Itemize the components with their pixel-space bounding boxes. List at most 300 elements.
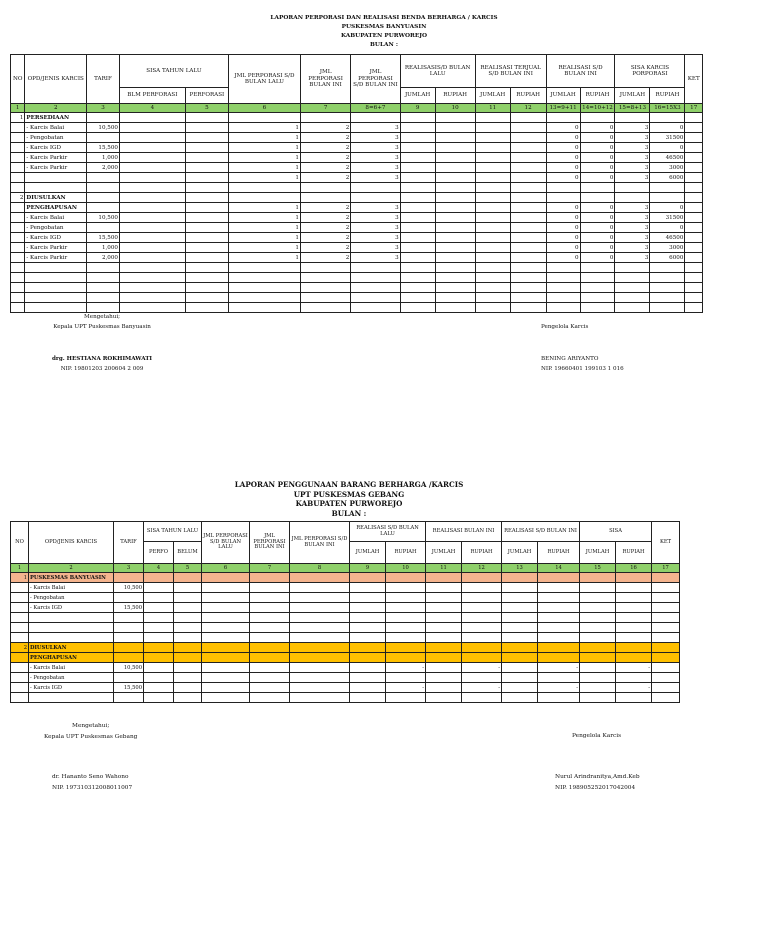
row-jml-sd-lalu [228,303,300,313]
row-no [11,583,29,593]
row-real-jumlah [546,283,580,293]
col-rupiah: RUPIAH [650,88,685,104]
index-cell: 1 [11,564,29,573]
row-no [11,633,29,643]
row-blm-perforasi [119,303,185,313]
table-row [11,573,680,583]
row-cell [580,613,616,623]
index-cell: 13 [502,564,538,573]
row-tarif [87,183,120,193]
row-sisa-rupiah: 3000 [650,243,685,253]
row-realisasi [510,193,546,203]
row-name: DIUSULKAN [25,193,87,203]
row-cell [202,633,250,643]
row-no [11,203,25,213]
row-cell [426,603,462,613]
row-jml-ini [300,283,350,293]
row-cell [290,683,350,693]
row-ket [652,673,680,683]
row-jml-sd-lalu [228,263,300,273]
row-cell [174,643,202,653]
row-sisa-rupiah [616,693,652,703]
row-jml-sd-ini [351,113,400,123]
index-cell: 3 [87,104,120,113]
row-jml-ini: 2 [300,223,350,233]
row-cell [426,663,462,673]
row-cell [580,663,616,673]
row-ket [685,303,703,313]
row-sisa-rupiah [650,283,685,293]
row-realisasi [510,233,546,243]
row-name: PENGHAPUSAN [29,653,114,663]
row-tarif: 1,000 [87,153,120,163]
row-tarif [114,623,144,633]
row-name: - Karcis Balai [29,583,114,593]
row-real-sd-ini-rupiah [538,643,580,653]
row-jml-sd-lalu [228,113,300,123]
row-cell [202,583,250,593]
row-blm-perforasi [119,133,185,143]
row-perforasi [185,293,228,303]
row-cell [426,583,462,593]
row-real-sd-lalu-rupiah [386,573,426,583]
row-realisasi [510,133,546,143]
col-jml-sd-lalu: JML PERPORASI S/D BULAN LALU [202,522,250,564]
row-jml-ini: 2 [300,163,350,173]
col-opd: OPD/JENIS KARCIS [29,522,114,564]
index-cell: 10 [435,104,475,113]
row-ket [652,623,680,633]
row-sisa-rupiah [616,573,652,583]
row-realisasi [400,283,435,293]
row-jml-sd-ini [351,193,400,203]
col-jumlah: JUMLAH [580,542,616,564]
sign-left-line1: Mengetahui; [84,314,121,320]
row-name: PERSEDIAAN [25,113,87,123]
col-perforasi: PERFORASI [185,88,228,104]
row-jml-sd-ini: 3 [351,163,400,173]
row-jml-ini: 2 [300,153,350,163]
table-row [11,133,703,143]
row-name [25,173,87,183]
row-real-rupiah: 0 [580,153,615,163]
row-tarif [87,173,120,183]
row-cell [350,653,386,663]
row-realisasi [435,173,475,183]
report1-month: BULAN : [370,42,398,48]
row-cell [502,573,538,583]
row-cell [250,653,290,663]
row-sisa-rupiah: 31500 [650,133,685,143]
index-cell: 6 [202,564,250,573]
row-name [29,613,114,623]
table-row [11,303,703,313]
row-name [25,273,87,283]
row-cell [580,583,616,593]
row-realisasi [510,113,546,123]
row-realisasi [475,303,510,313]
col-rupiah: RUPIAH [538,542,580,564]
row-cell [580,573,616,583]
row-realisasi [400,223,435,233]
col-jumlah: JUMLAH [475,88,510,104]
row-sisa-rupiah [616,643,652,653]
row-jml-sd-lalu: 1 [228,123,300,133]
row-name: PUSKESMAS BANYUASIN [29,573,114,583]
row-tarif [87,223,120,233]
row-real-rupiah: 0 [580,223,615,233]
report2-table [10,521,680,703]
row-name: - Pengobatan [29,673,114,683]
row-cell [502,623,538,633]
row-real-sd-lalu-rupiah [386,603,426,613]
row-tarif: 2,000 [87,163,120,173]
row-realisasi [510,283,546,293]
index-cell: 9 [350,564,386,573]
row-cell [502,673,538,683]
row-tarif [87,303,120,313]
row-real-jumlah [546,293,580,303]
row-real-ini-rupiah [462,613,502,623]
row-realisasi [475,293,510,303]
row-ket [685,283,703,293]
row-cell [250,663,290,673]
row-realisasi [475,263,510,273]
row-real-sd-ini-rupiah [538,673,580,683]
row-sisa-rupiah [616,583,652,593]
row-cell [250,593,290,603]
row-blm-perforasi [119,233,185,243]
row-cell [250,683,290,693]
row-realisasi [435,213,475,223]
row-no [11,143,25,153]
report2-body [11,564,680,703]
row-no [11,243,25,253]
row-cell [250,573,290,583]
row-realisasi [435,143,475,153]
row-no [11,623,29,633]
col-jml-sd-ini: JML PERPORASI S/D BULAN INI [290,522,350,564]
row-tarif: 10,500 [87,123,120,133]
report2-title: LAPORAN PENGGUNAAN BARANG BERHARGA /KARCIS [234,480,464,489]
table-row [11,263,703,273]
row-cell [580,643,616,653]
row-tarif [87,283,120,293]
row-perforasi [185,113,228,123]
row-cell [202,613,250,623]
row-realisasi [475,283,510,293]
row-ket [685,273,703,283]
row-name: DIUSULKAN [29,643,114,653]
row-cell [174,613,202,623]
row-realisasi [400,213,435,223]
row-jml-sd-ini [351,293,400,303]
row-real-rupiah: 0 [580,213,615,223]
index-cell: 8 [290,564,350,573]
row-ket [685,133,703,143]
row-realisasi [510,183,546,193]
row-realisasi [400,253,435,263]
sign-left-line2: Kepala UPT Puskesmas Banyuasin [53,324,151,330]
row-cell [502,693,538,703]
index-cell: 14 [538,564,580,573]
row-sisa-rupiah [650,293,685,303]
row-realisasi [400,153,435,163]
row-real-sd-ini-rupiah [538,623,580,633]
row-real-rupiah: 0 [580,233,615,243]
row-no [11,133,25,143]
row-real-sd-ini-rupiah [538,693,580,703]
row-sisa-jumlah [615,263,650,273]
row-jml-sd-ini [351,263,400,273]
row-real-sd-ini-rupiah [538,653,580,663]
row-real-sd-ini-rupiah [538,633,580,643]
row-jml-ini: 2 [300,123,350,133]
table-row [11,173,703,183]
row-tarif: 15,500 [114,603,144,613]
row-real-ini-rupiah [462,583,502,593]
row-perforasi [185,223,228,233]
row-real-rupiah [580,183,615,193]
row-ket [652,583,680,593]
row-realisasi [510,303,546,313]
row-cell [250,643,290,653]
row-no [11,123,25,133]
row-real-jumlah: 0 [546,213,580,223]
row-tarif [87,273,120,283]
row-sisa-rupiah [650,263,685,273]
col-jumlah: JUMLAH [400,88,435,104]
row-sisa-rupiah: 0 [650,223,685,233]
col-real-sd-ini: REALISASI S/D BULAN INI [502,522,580,542]
row-cell [202,623,250,633]
row-blm-perforasi [119,163,185,173]
sign-left-line1: Mengetahui; [72,723,110,729]
row-sisa-jumlah: 3 [615,133,650,143]
row-ket [685,253,703,263]
row-jml-sd-lalu: 1 [228,163,300,173]
row-real-sd-lalu-rupiah [386,643,426,653]
col-ket: KET [685,55,703,104]
table-row [11,223,703,233]
sign-right-nip: NIP. 19660401 199103 1 016 [541,366,624,372]
row-realisasi [435,133,475,143]
table-row [11,113,703,123]
row-name: - Karcis Parkir [25,163,87,173]
row-no [11,613,29,623]
row-no [11,233,25,243]
col-real-sd-lalu: REALISASI S/D BULAN LALU [350,522,426,542]
row-cell [290,673,350,683]
row-perforasi [185,243,228,253]
row-realisasi [435,293,475,303]
row-name [25,293,87,303]
row-real-ini-rupiah [462,693,502,703]
row-realisasi [475,123,510,133]
row-realisasi [510,123,546,133]
row-blm-perforasi [119,223,185,233]
index-cell: 7 [250,564,290,573]
row-cell [350,573,386,583]
index-cell: 1 [11,104,25,113]
column-index-row [11,104,703,113]
col-jumlah: JUMLAH [546,88,580,104]
row-real-sd-ini-rupiah [538,613,580,623]
row-sisa-rupiah: 0 [650,203,685,213]
row-perforasi [185,193,228,203]
row-sisa-rupiah: - [616,683,652,693]
row-cell [580,673,616,683]
row-tarif: 15,500 [87,233,120,243]
row-cell [502,583,538,593]
row-cell [144,623,174,633]
row-tarif [87,113,120,123]
table-row [11,253,703,263]
row-cell [502,683,538,693]
col-jumlah: JUMLAH [502,542,538,564]
row-real-sd-lalu-rupiah [386,673,426,683]
row-no [11,173,25,183]
row-sisa-rupiah: 46500 [650,153,685,163]
row-sisa-rupiah [650,113,685,123]
row-sisa-rupiah [616,603,652,613]
row-jml-sd-lalu: 1 [228,243,300,253]
row-cell [350,593,386,603]
row-name [25,283,87,293]
row-cell [350,693,386,703]
row-blm-perforasi [119,263,185,273]
row-realisasi [510,293,546,303]
row-realisasi [400,173,435,183]
table-row [11,663,680,673]
row-cell [426,613,462,623]
row-realisasi [400,113,435,123]
report1-region: KABUPATEN PURWOREJO [340,33,428,39]
sign-left-line2: Kepala UPT Puskesmas Gebang [44,734,138,740]
row-jml-ini [300,273,350,283]
report2-sign-right [572,731,621,742]
row-no [11,273,25,283]
row-cell [580,683,616,693]
row-cell [144,673,174,683]
row-cell [502,633,538,643]
row-realisasi [400,183,435,193]
table-row [11,583,680,593]
row-sisa-rupiah [650,303,685,313]
table-row [11,643,680,653]
row-realisasi [475,133,510,143]
column-index-row [11,564,680,573]
row-ket [685,193,703,203]
row-realisasi [510,223,546,233]
row-tarif [87,293,120,303]
row-tarif: 10,500 [87,213,120,223]
row-ket [652,643,680,653]
row-jml-sd-ini [351,273,400,283]
index-cell: 4 [144,564,174,573]
row-real-ini-rupiah [462,653,502,663]
report1-body [11,104,703,313]
row-cell [144,603,174,613]
row-name: - Pengobatan [29,593,114,603]
row-cell [426,593,462,603]
row-tarif [87,203,120,213]
row-real-rupiah [580,193,615,203]
row-name [25,263,87,273]
row-real-sd-lalu-rupiah: - [386,663,426,673]
row-blm-perforasi [119,143,185,153]
row-real-jumlah [546,183,580,193]
row-cell [202,663,250,673]
table-row [11,273,703,283]
row-cell [202,573,250,583]
row-no [11,293,25,303]
row-name: - Karcis Balai [25,123,87,133]
row-realisasi [400,273,435,283]
row-no [11,303,25,313]
row-cell [174,693,202,703]
row-real-jumlah: 0 [546,133,580,143]
row-real-jumlah: 0 [546,253,580,263]
col-jumlah: JUMLAH [426,542,462,564]
row-real-rupiah: 0 [580,253,615,263]
row-jml-sd-lalu [228,183,300,193]
row-real-rupiah [580,273,615,283]
row-cell [426,643,462,653]
row-realisasi [435,273,475,283]
row-ket [652,663,680,673]
row-sisa-jumlah: 3 [615,163,650,173]
row-name [25,183,87,193]
row-ket [652,683,680,693]
row-blm-perforasi [119,243,185,253]
row-jml-sd-ini: 3 [351,243,400,253]
row-cell [426,653,462,663]
row-perforasi [185,173,228,183]
row-jml-sd-lalu [228,293,300,303]
row-real-sd-ini-rupiah [538,603,580,613]
row-cell [426,693,462,703]
row-blm-perforasi [119,193,185,203]
col-sisa: SISA [580,522,652,542]
row-jml-ini [300,293,350,303]
row-name [29,633,114,643]
row-jml-ini [300,183,350,193]
row-name: PENGHAPUSAN [25,203,87,213]
row-cell [174,573,202,583]
row-realisasi [510,273,546,283]
row-realisasi [400,133,435,143]
col-sisa-lalu: SISA TAHUN LALU [144,522,202,542]
row-realisasi [475,253,510,263]
table-row [11,203,703,213]
row-blm-perforasi [119,293,185,303]
row-real-rupiah: 0 [580,243,615,253]
row-name: - Karcis IGD [25,143,87,153]
row-perforasi [185,163,228,173]
row-realisasi [475,163,510,173]
row-perforasi [185,143,228,153]
row-jml-sd-ini [351,303,400,313]
row-cell [502,603,538,613]
sign-right-nip: NIP. 198905252017042004 [555,785,636,791]
col-tarif: TARIF [87,55,120,104]
index-cell: 5 [185,104,228,113]
row-cell [144,653,174,663]
row-blm-perforasi [119,113,185,123]
row-cell [174,633,202,643]
row-jml-ini [300,113,350,123]
